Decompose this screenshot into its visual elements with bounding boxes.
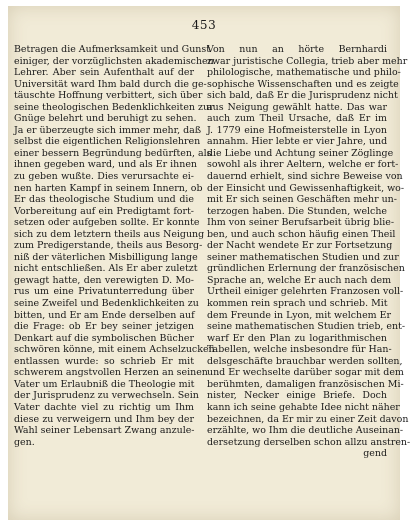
left-column-line: Er das theologische Studium und die: [14, 194, 194, 206]
left-column-line: täuschte Hoffnung verbittert, sich über: [14, 90, 203, 102]
right-column-line: zwar juristische Collegia, trieb aber mehr: [207, 55, 408, 67]
right-column-line: seine mathematischen Studien trieb, ent-: [207, 321, 406, 333]
left-column-line: Ja er überzeugte sich immer mehr, daß: [14, 124, 202, 136]
right-column-line: philologische, mathematische und philo-: [207, 67, 401, 79]
left-column-line: Vater dachte viel zu richtig um Ihm: [14, 401, 194, 413]
right-column-line: J. 1779 eine Hofmeisterstelle in Lyon: [207, 124, 387, 136]
left-column-line: selbst die eigentlichen Religionslehren: [14, 136, 201, 148]
right-column-line: kommen rein sprach und schrieb. Mit: [207, 298, 388, 310]
book-page: [8, 6, 410, 520]
left-column-line: ihnen gegeben ward, und als Er ihnen: [14, 159, 197, 171]
left-column-line: zu geben wußte. Dies verursachte ei-: [14, 171, 194, 183]
right-text-column: [207, 44, 410, 460]
left-column-line: zum Predigerstande, theils aus Besorg-: [14, 240, 203, 252]
left-column-line: einiger, der vorzüglichsten akademischen: [14, 55, 214, 67]
left-column-line: Gnüge belehrt und beruhigt zu sehen.: [14, 113, 197, 125]
left-column-line: gen.: [14, 436, 35, 448]
left-column-line: der Jurisprudenz zu verwechseln. Sein: [14, 390, 199, 402]
right-column-line: die Liebe und Achtung seiner Zöglinge: [207, 147, 394, 159]
left-column-line: niß der väterlichen Misbilligung lange: [14, 251, 198, 263]
right-column-line: Sprache an, welche Er auch nach dem: [207, 274, 392, 286]
right-column-line: sophische Wissenschaften und es zeigte: [207, 78, 399, 90]
left-column-line: Denkart auf die symbolischen Bücher: [14, 332, 194, 344]
left-column-line: die Frage: ob Er bey seiner jetzigen: [14, 321, 194, 333]
left-column-line: bitten, und Er am Ende derselben auf: [14, 309, 195, 321]
left-column-line: Lehrer. Aber sein Aufenthalt auf der: [14, 67, 194, 79]
right-column-line: bezeichnen, da Er mir zu einer Zeit davon: [207, 413, 409, 425]
right-column-line: terzogen haben. Die Stunden, welche: [207, 205, 387, 217]
left-column-line: gewagt hatte, den verewigten D. Mo-: [14, 274, 194, 286]
left-column-line: seine Zweifel und Bedenklichkeiten zu: [14, 298, 199, 310]
right-column-line: dersetzung derselben schon allzu anstren-: [207, 436, 410, 448]
left-column-line: Vorbereitung auf ein Predigtamt fort-: [14, 205, 194, 217]
right-column-line: dauernd erhielt, sind sichre Beweise von: [207, 171, 403, 183]
left-column-line: Universität ward Ihm bald durch die ge-: [14, 78, 207, 90]
right-column-line: Ihm von seiner Berufsarbeit übrig blie-: [207, 217, 395, 229]
right-column-line: berühmten, damaligen französischen Mi-: [207, 378, 404, 390]
left-column-line: setzen oder aufgeben sollte. Er konnte: [14, 217, 200, 229]
left-text-column: [14, 44, 215, 448]
left-column-line: schwerem angstvollen Herzen an seinen: [14, 367, 208, 379]
right-column-line: annahm. Hier lebte er vier Jahre, und: [207, 136, 388, 148]
left-column-line: Vater um Erlaubniß die Theologie mit: [14, 378, 195, 390]
right-column-line: kann ich seine gehabte Idee nicht näher: [207, 401, 400, 413]
right-column-line: ben, und auch schon häufig einen Theil: [207, 228, 396, 240]
right-column-line: der Einsicht und Gewissenhaftigkeit, wo-: [207, 182, 405, 194]
left-column-line: schwören könne, mit einem Achselzucken: [14, 344, 215, 356]
right-column-line: gründlichen Erlernung der französischen: [207, 263, 405, 275]
right-column-line: erzählte, wo Ihm die deutliche Auseinan-: [207, 425, 404, 437]
right-column-line: Von nun an hörte Bernhardi: [207, 44, 387, 55]
right-column-line: und Er wechselte darüber sogar mit dem: [207, 367, 404, 379]
right-column-line: Urtheil einiger gelehrten Franzosen voll-: [207, 286, 404, 298]
right-column-line: sich bald, daß Er die Jurisprudenz nicht: [207, 90, 398, 102]
right-column-line: auch zum Theil Ursache, daß Er im: [207, 113, 387, 125]
left-column-line: Wahl seiner Lebensart Zwang anzule-: [14, 425, 195, 437]
catchword: gend: [363, 448, 387, 460]
left-column-line: entlassen wurde: so schrieb Er mit: [14, 355, 194, 367]
left-column-line: Betragen die Aufmerksamkeit und Gunst: [14, 44, 211, 55]
right-column-line: warf Er den Plan zu logarithmischen: [207, 332, 387, 344]
left-column-line: nen harten Kampf in seinem Innern, ob: [14, 182, 203, 194]
right-column-line: nister, Necker einige Briefe. Doch: [207, 390, 387, 402]
right-column-line: dem Freunde in Lyon, mit welchem Er: [207, 309, 392, 321]
left-column-line: diese zu verweigern und Ihm bey der: [14, 413, 194, 425]
left-column-line: sich zu dem letztern theils aus Neigung: [14, 228, 205, 240]
left-column-line: nicht entschließen. Als Er aber zuletzt: [14, 263, 198, 275]
page-number: 453: [191, 18, 217, 32]
right-column-line: der Nacht wendete Er zur Fortsetzung: [207, 240, 393, 252]
right-column-line: mit Er sich seinen Geschäften mehr un-: [207, 194, 397, 206]
left-column-line: einer bessern Begründung bedürften, als: [14, 147, 212, 159]
right-column-line: aus Neigung gewählt hatte. Das war: [207, 101, 387, 113]
right-column-line: delsgeschäfte brauchbar werden sollten,: [207, 355, 403, 367]
right-column-line: seiner mathematischen Studien und zur: [207, 251, 399, 263]
right-column-line: Tabellen, welche insbesondre für Han-: [207, 344, 392, 356]
left-column-line: rus um eine Privatunterredung über: [14, 286, 194, 298]
right-column-line: sowohl als ihrer Aeltern, welche er fort-: [207, 159, 399, 171]
left-column-line: seine theologischen Bedenklichkeiten zur: [14, 101, 214, 113]
